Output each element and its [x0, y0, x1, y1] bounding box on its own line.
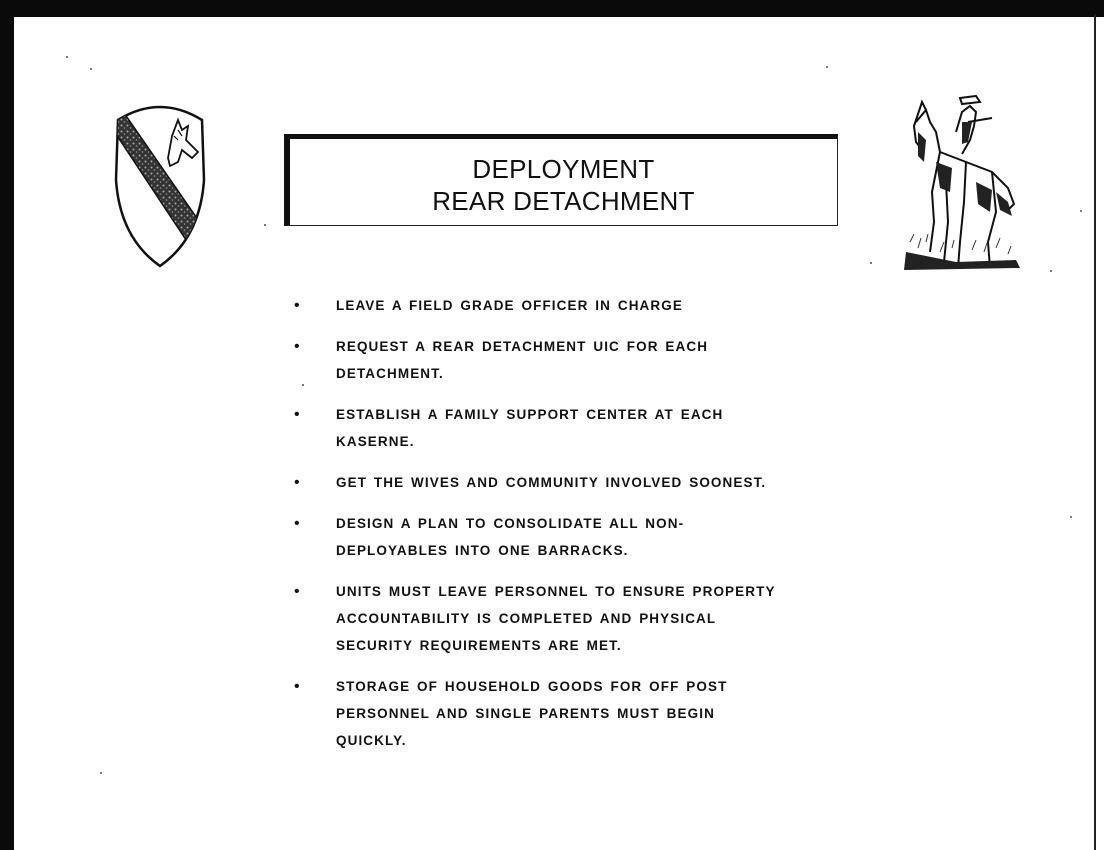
- list-item: [290, 292, 850, 319]
- bullet-text: REQUEST A REAR DETACHMENT UIC FOR EACH DETACHMENT.: [336, 339, 709, 381]
- slide-title-line-1: DEPLOYMENT: [472, 154, 655, 184]
- bullet-text: GET THE WIVES AND COMMUNITY INVOLVED SOONEST.: [336, 475, 767, 490]
- list-item: [290, 333, 850, 387]
- bullet-text: UNITS MUST LEAVE PERSONNEL TO ENSURE PROPERTY ACCOUNTABILITY IS COMPLETED AND PHYSICAL SECURITY REQUIREMENTS ARE MET.: [336, 584, 776, 653]
- scan-speck: [870, 262, 872, 264]
- horse-rider-icon: [896, 92, 1030, 282]
- scan-speck: [66, 56, 68, 58]
- bullet-marker: •: [294, 583, 300, 600]
- list-item: [290, 673, 850, 754]
- scan-frame-top: [0, 0, 1104, 17]
- bullet-marker: •: [294, 678, 300, 695]
- scan-frame-left: [0, 0, 14, 850]
- bullet-list: [290, 292, 850, 768]
- scan-frame-right: [1094, 14, 1096, 850]
- list-item: [290, 510, 850, 564]
- scan-speck: [100, 772, 102, 774]
- scan-speck: [826, 66, 828, 68]
- scan-speck: [302, 384, 304, 386]
- bullet-text: DESIGN A PLAN TO CONSOLIDATE ALL NON- DEPLOYABLES INTO ONE BARRACKS.: [336, 516, 685, 558]
- bullet-marker: •: [294, 474, 300, 491]
- bullet-marker: •: [294, 338, 300, 355]
- bullet-text: STORAGE OF HOUSEHOLD GOODS FOR OFF POST PERSONNEL AND SINGLE PARENTS MUST BEGIN QUICKLY.: [336, 679, 728, 748]
- scan-speck: [90, 68, 92, 70]
- list-item: [290, 401, 850, 455]
- slide-title-line-2: REAR DETACHMENT: [432, 186, 695, 216]
- scan-speck: [1050, 270, 1052, 272]
- bullet-text: ESTABLISH A FAMILY SUPPORT CENTER AT EACH KASERNE.: [336, 407, 724, 449]
- cavalry-shield-icon: [108, 100, 212, 270]
- bullet-text: LEAVE A FIELD GRADE OFFICER IN CHARGE: [336, 298, 683, 313]
- bullet-marker: •: [294, 515, 300, 532]
- bullet-marker: •: [294, 406, 300, 423]
- scan-speck: [1080, 210, 1082, 212]
- list-item: [290, 578, 850, 659]
- scan-speck: [1070, 516, 1072, 518]
- list-item: [290, 469, 850, 496]
- scan-speck: [264, 224, 266, 226]
- slide-title-box: [284, 134, 838, 226]
- bullet-marker: •: [294, 297, 300, 314]
